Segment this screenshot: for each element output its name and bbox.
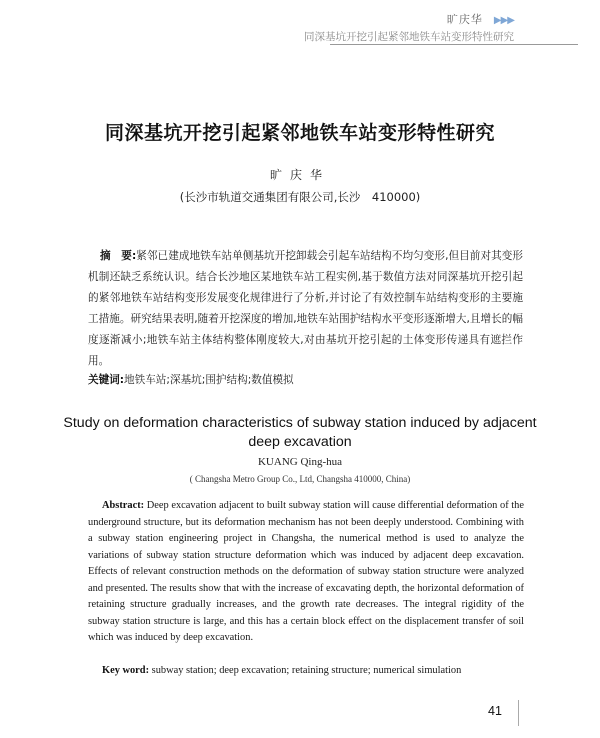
chinese-keywords-label: 关键词:: [88, 374, 125, 386]
english-affiliation: ( Changsha Metro Group Co., Ltd, Changsha 410000, China): [189, 474, 411, 484]
header-author: 旷庆华: [446, 13, 483, 26]
chinese-title: 同深基坑开挖引起紧邻地铁车站变形特性研究: [104, 122, 495, 144]
english-keywords-text: subway station; deep excavation; retaining structure; numerical simulation: [151, 665, 462, 676]
header-divider: [330, 44, 578, 45]
page-number: 41: [488, 704, 502, 718]
english-abstract: [88, 498, 524, 647]
english-author: KUANG Qing-hua: [257, 456, 342, 468]
header-arrows-icon: ▶▶▶: [493, 15, 514, 26]
chinese-abstract-label: 摘 要:: [100, 250, 137, 262]
chinese-affiliation: (长沙市轨道交通集团有限公司,长沙 410000): [179, 190, 421, 204]
chinese-keywords: [88, 372, 523, 387]
english-keywords-label: Key word:: [102, 665, 150, 676]
page-number-divider: [518, 700, 519, 726]
chinese-abstract-text: 紧邻已建成地铁车站单侧基坑开挖卸载会引起车站结构不均匀变形,但目前对其变形机制还缺乏系统认识。结合长沙地区某地铁车站工程实例,基于数值方法对同深基坑开挖引起的紧邻地铁车站结构变形发展变化规律进行了分析,并讨论了有效控制车站结构变形的主要施工措施。研究结果表明,随着开挖深度的增加,地铁车站围护结构水平变形逐渐增大,且增长的幅度逐渐减小;地铁车站主体结构整体刚度较大,对由基坑开挖引起的土体变形传递具有遮拦作用。: [88, 250, 523, 367]
chinese-author: 旷庆华: [269, 168, 330, 182]
chinese-abstract: [88, 246, 523, 372]
header-title: 同深基坑开挖引起紧邻地铁车站变形特性研究: [304, 31, 514, 43]
english-abstract-label: Abstract:: [102, 500, 145, 511]
english-abstract-text: Deep excavation adjacent to built subway station will cause differential deformation of the underground structure, but its deformation mechanism has not been deeply understood. Combining with a subway station engineering project in Changsha, the numerical method is used to analyze the variations of subway station structure deformation which was induced by adjacent deep excavation. Effects of relevant construction methods on the deformation of subway station structure were analyzed and presented. The results show that with the increase of excavating depth, the horizontal deformation of retaining structure gradually increases, and the growth rate decreases. The integral rigidity of the subway station structure is large, and this has a certain block effect on the displacement transfer of soil which was induced by deep excavation.: [88, 500, 524, 643]
running-header: [254, 8, 514, 44]
english-keywords: [102, 665, 522, 676]
english-title: Study on deformation characteristics of subway station induced by adjacent deep excavation: [63, 415, 537, 450]
chinese-keywords-text: 地铁车站;深基坑;围护结构;数值模拟: [124, 374, 294, 386]
